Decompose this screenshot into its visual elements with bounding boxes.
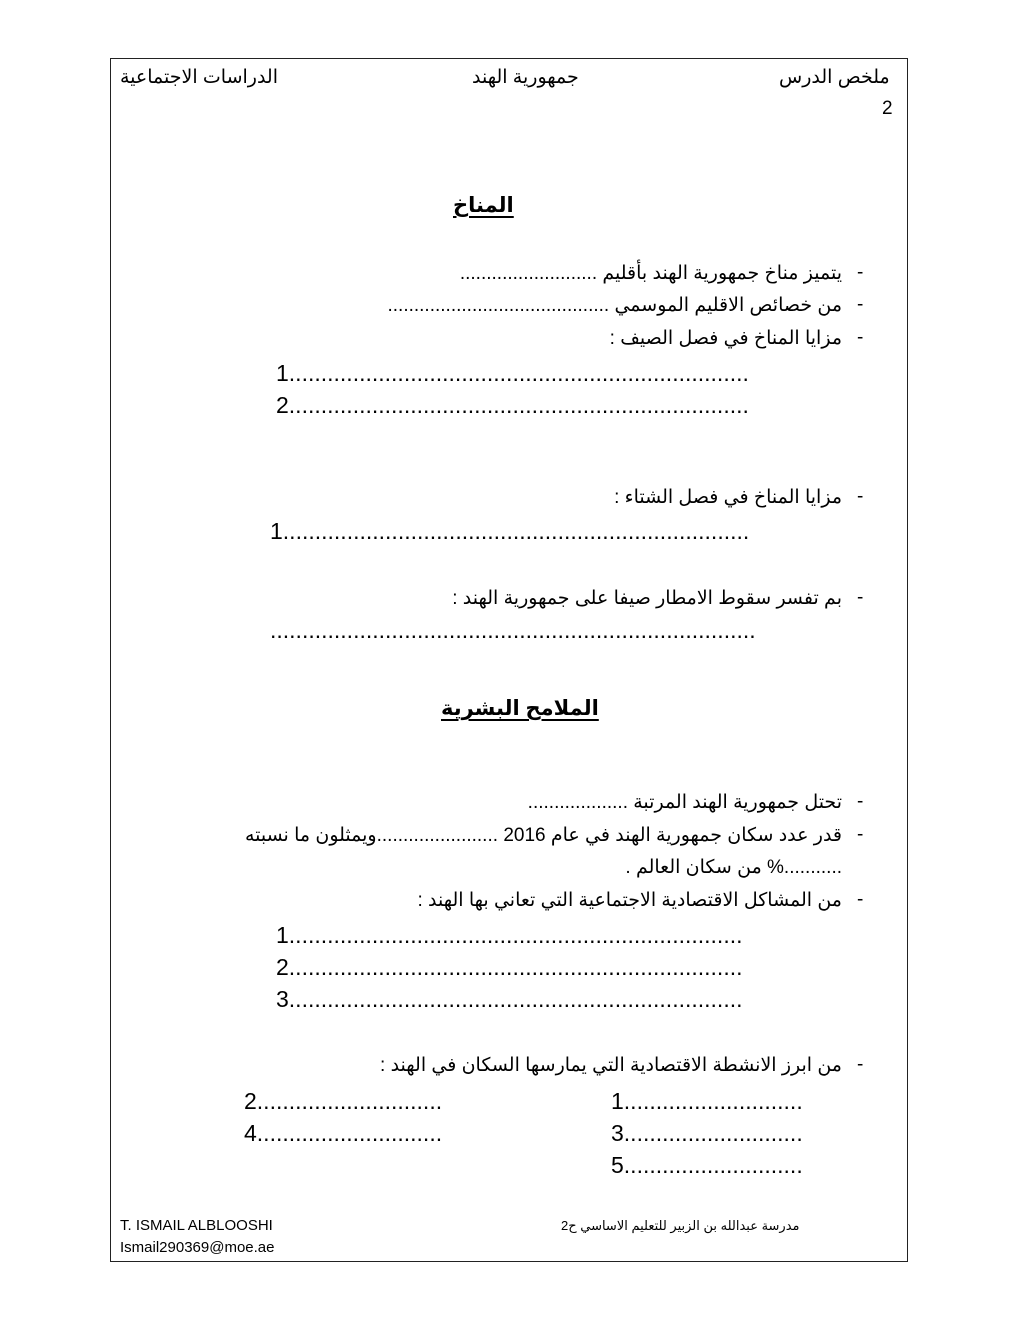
human-question-2: قدر عدد سكان جمهورية الهند في عام 2016 .......................ويمثلون ما نسبته xyxy=(244,825,842,846)
header-topic: جمهورية الهند xyxy=(472,67,579,88)
climate-title: المناخ xyxy=(453,194,514,217)
activity-answer-5: 5............................ xyxy=(611,1152,803,1178)
bullet: - xyxy=(857,1054,864,1075)
bullet: - xyxy=(857,587,864,608)
bullet: - xyxy=(857,262,864,283)
human-question-2-cont: ...........% من سكان العالم . xyxy=(625,857,842,878)
climate-question-4: مزايا المناخ في فصل الشتاء : xyxy=(614,487,842,508)
human-question-1: تحتل جمهورية الهند المرتبة ................... xyxy=(527,792,842,813)
activity-answer-1: 1............................ xyxy=(611,1088,803,1114)
winter-answer-1: 1......................................................................... xyxy=(270,518,750,544)
human-question-3: من المشاكل الاقتصادية الاجتماعية التي تعاني بها الهند : xyxy=(417,890,842,911)
footer-school: مدرسة عبدالله بن الزبير للتعليم الاساسي ح2 xyxy=(561,1218,800,1233)
summer-answer-2: 2........................................................................ xyxy=(276,392,749,418)
human-question-4: من ابرز الانشطة الاقتصادية التي يمارسها السكان في الهند : xyxy=(380,1055,842,1076)
page-number: 2 xyxy=(882,98,893,119)
bullet: - xyxy=(857,824,864,845)
bullet: - xyxy=(857,889,864,910)
bullet: - xyxy=(857,327,864,348)
problem-answer-1: 1....................................................................... xyxy=(276,922,743,948)
header-summary: ملخص الدرس xyxy=(779,67,890,88)
bullet: - xyxy=(857,486,864,507)
climate-question-2: من خصائص الاقليم الموسمي .......................................... xyxy=(387,295,842,316)
header-subject: الدراسات الاجتماعية xyxy=(120,67,278,88)
human-title: الملامح البشرية xyxy=(441,697,599,720)
footer-email: Ismail290369@moe.ae xyxy=(120,1239,275,1256)
bullet: - xyxy=(857,294,864,315)
bullet: - xyxy=(857,791,864,812)
footer-teacher: T. ISMAIL ALBLOOSHI xyxy=(120,1217,273,1234)
page-border xyxy=(110,58,908,1262)
problem-answer-2: 2....................................................................... xyxy=(276,954,743,980)
activity-answer-3: 3............................ xyxy=(611,1120,803,1146)
problem-answer-3: 3....................................................................... xyxy=(276,986,743,1012)
rain-answer: ............................................................................ xyxy=(270,617,756,643)
climate-question-1: يتميز مناخ جمهورية الهند بأقليم .......................... xyxy=(459,263,842,284)
climate-question-3: مزايا المناخ في فصل الصيف : xyxy=(609,328,842,349)
climate-question-5: بم تفسر سقوط الامطار صيفا على جمهورية الهند : xyxy=(452,588,842,609)
activity-answer-2: 2............................. xyxy=(244,1088,443,1114)
activity-answer-4: 4............................. xyxy=(244,1120,443,1146)
summer-answer-1: 1........................................................................ xyxy=(276,360,749,386)
